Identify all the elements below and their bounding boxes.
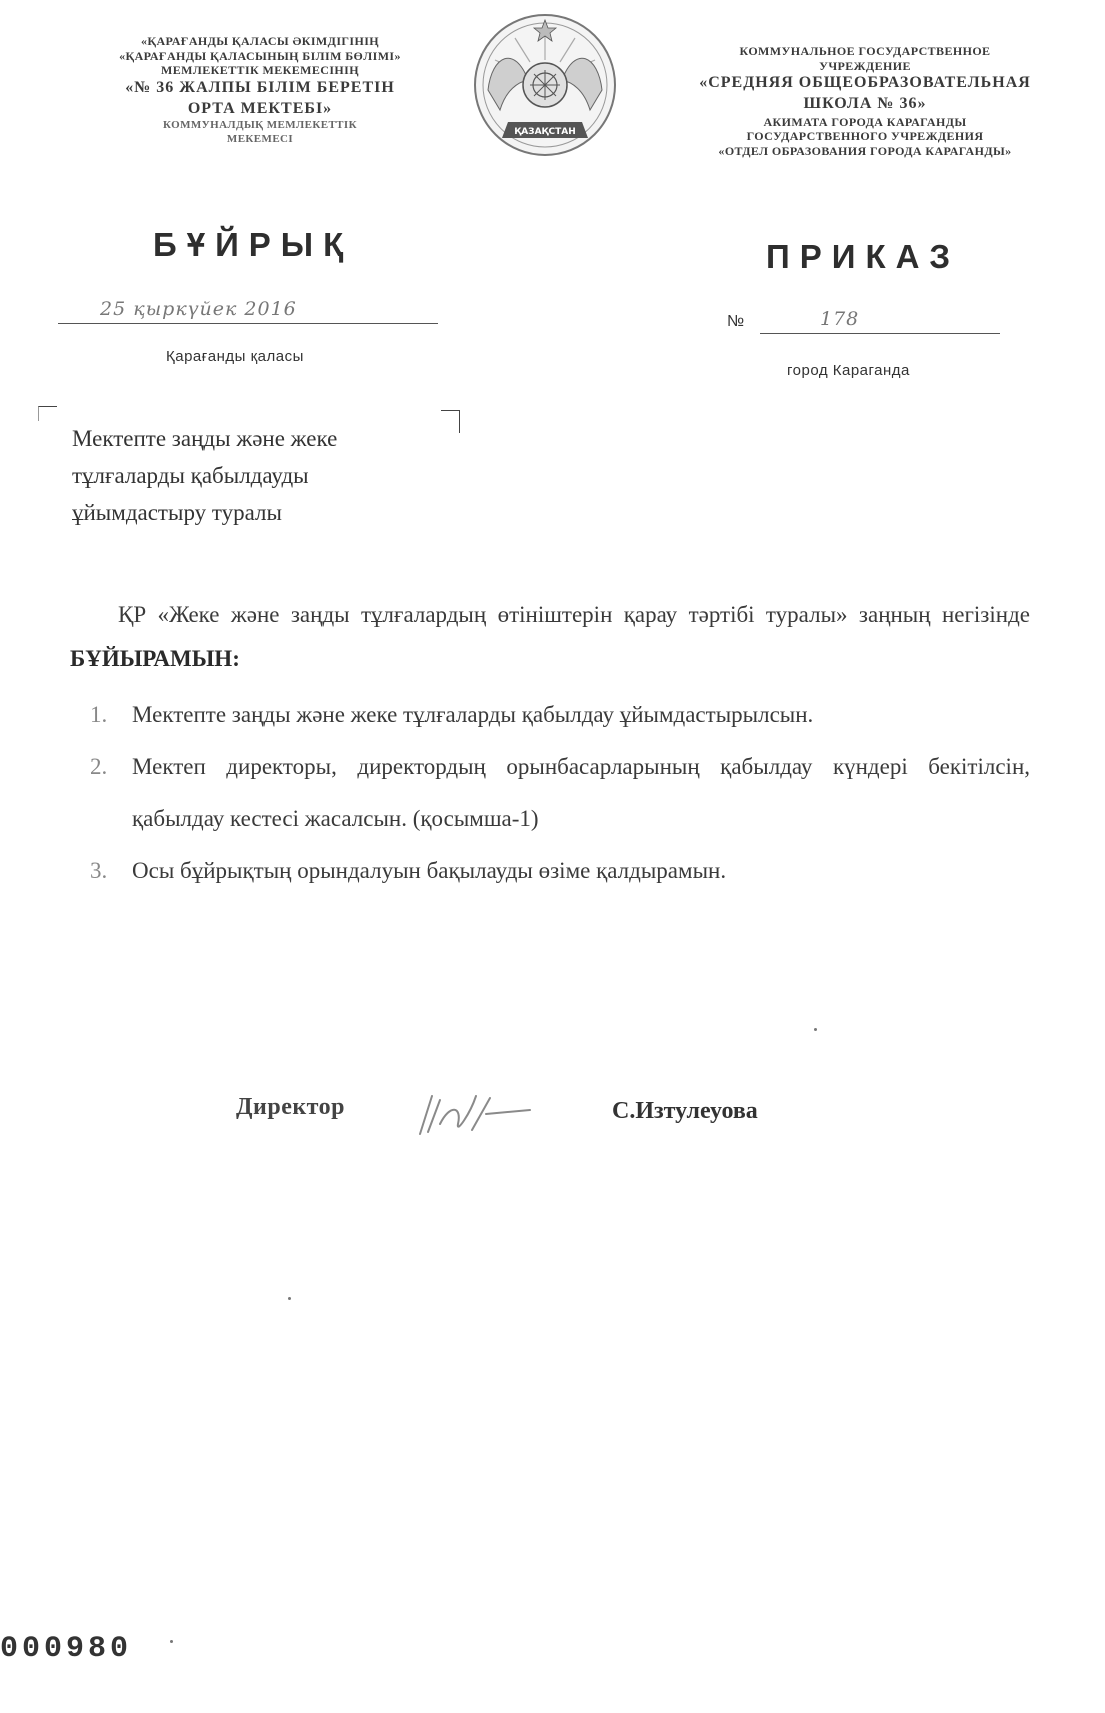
subject-bracket-right (441, 410, 460, 433)
order-number-line (760, 333, 1000, 334)
order-items (70, 689, 1030, 897)
header-ru-line: АКИМАТА ГОРОДА КАРАГАНДЫ (763, 114, 967, 129)
handwritten-signature (410, 1084, 540, 1144)
header-ru-school-line: ШКОЛА № 36» (803, 95, 927, 113)
order-date-handwritten: 25 қыркүйек 2016 (100, 298, 297, 320)
order-preamble-text: ҚР «Жеке және заңды тұлғалардың өтініштерін қарау тәртібі туралы» заңның негізінде (118, 602, 1030, 627)
order-preamble (70, 593, 1030, 681)
order-item-text: Мектепте заңды және жеке тұлғаларды қабылдау ұйымдастырылсын. (132, 702, 814, 727)
order-number-handwritten: 178 (820, 308, 860, 330)
order-title-ru: ПРИКАЗ (766, 238, 961, 275)
header-kz-line: МЕМЛЕКЕТТІК МЕКЕМЕСІНІҢ (161, 63, 359, 78)
order-item-number: 3. (90, 858, 108, 883)
header-kz-line: «ҚАРАҒАНДЫ ҚАЛАСЫ ӘКІМДІГІНІҢ (140, 34, 380, 48)
order-body (70, 593, 1030, 897)
header-ru-line: ГОСУДАРСТВЕННОГО УЧРЕЖДЕНИЯ (746, 129, 984, 144)
scan-speck (170, 1640, 173, 1643)
header-kz-line: «ҚАРАҒАНДЫ ҚАЛАСЫНЫҢ БІЛІМ БӨЛІМІ» (119, 48, 401, 63)
scan-speck (288, 1297, 291, 1300)
header-kz-school-line: ОРТА МЕКТЕБІ» (187, 99, 333, 117)
signatory-name: С.Изтулеуова (612, 1098, 758, 1124)
header-ru-line: КОММУНАЛЬНОЕ ГОСУДАРСТВЕННОЕ (739, 44, 991, 58)
order-item (70, 845, 1030, 897)
order-subject-line: тұлғаларды қабылдауды (72, 463, 309, 488)
scan-speck (814, 1028, 817, 1031)
header-kz-footer-line: КОММУНАЛДЫҚ МЕМЛЕКЕТТІК (163, 119, 357, 132)
order-subject-line: Мектепте заңды және жеке (72, 426, 338, 451)
order-title-kz: БҰЙРЫҚ (153, 226, 354, 263)
city-ru: город Караганда (787, 362, 910, 379)
header-ru-line: УЧРЕЖДЕНИЕ (819, 58, 911, 73)
state-emblem (470, 10, 620, 160)
order-item (70, 689, 1030, 741)
header-kz-school-line: «№ 36 ЖАЛПЫ БІЛІМ БЕРЕТІН (125, 78, 395, 96)
header-ru-line: «ОТДЕЛ ОБРАЗОВАНИЯ ГОРОДА КАРАГАНДЫ» (718, 144, 1012, 159)
order-directive-word: БҰЙЫРАМЫН: (70, 646, 240, 671)
emblem-ribbon-text: ҚАЗАҚСТАН (514, 127, 576, 137)
order-date-line (58, 323, 438, 324)
order-item-text: Осы бұйрықтың орындалуын бақылауды өзіме қалдырамын. (132, 858, 727, 883)
order-item-number: 2. (90, 754, 108, 779)
order-subject-line: ұйымдастыру туралы (72, 500, 282, 525)
header-kz-footer-line: МЕКЕМЕСІ (226, 132, 294, 145)
order-item-text: Мектеп директоры, директордың орынбасарларының қабылдау күндері бекітілсін, қабылдау кестесі жасалсын. (қосымша-1) (132, 754, 1030, 831)
header-ru-school-line: «СРЕДНЯЯ ОБЩЕОБРАЗОВАТЕЛЬНАЯ (699, 74, 1031, 92)
document-serial-number: 000980 (0, 1632, 133, 1666)
order-subject (72, 420, 337, 531)
subject-bracket-left (38, 406, 57, 421)
signatory-title: Директор (236, 1094, 345, 1120)
header-ru (660, 44, 1070, 159)
order-item-number: 1. (90, 702, 108, 727)
order-item (70, 741, 1030, 845)
city-kz: Қарағанды қаласы (166, 348, 304, 365)
order-number-mark: № (727, 313, 745, 330)
header-kz (85, 34, 435, 146)
